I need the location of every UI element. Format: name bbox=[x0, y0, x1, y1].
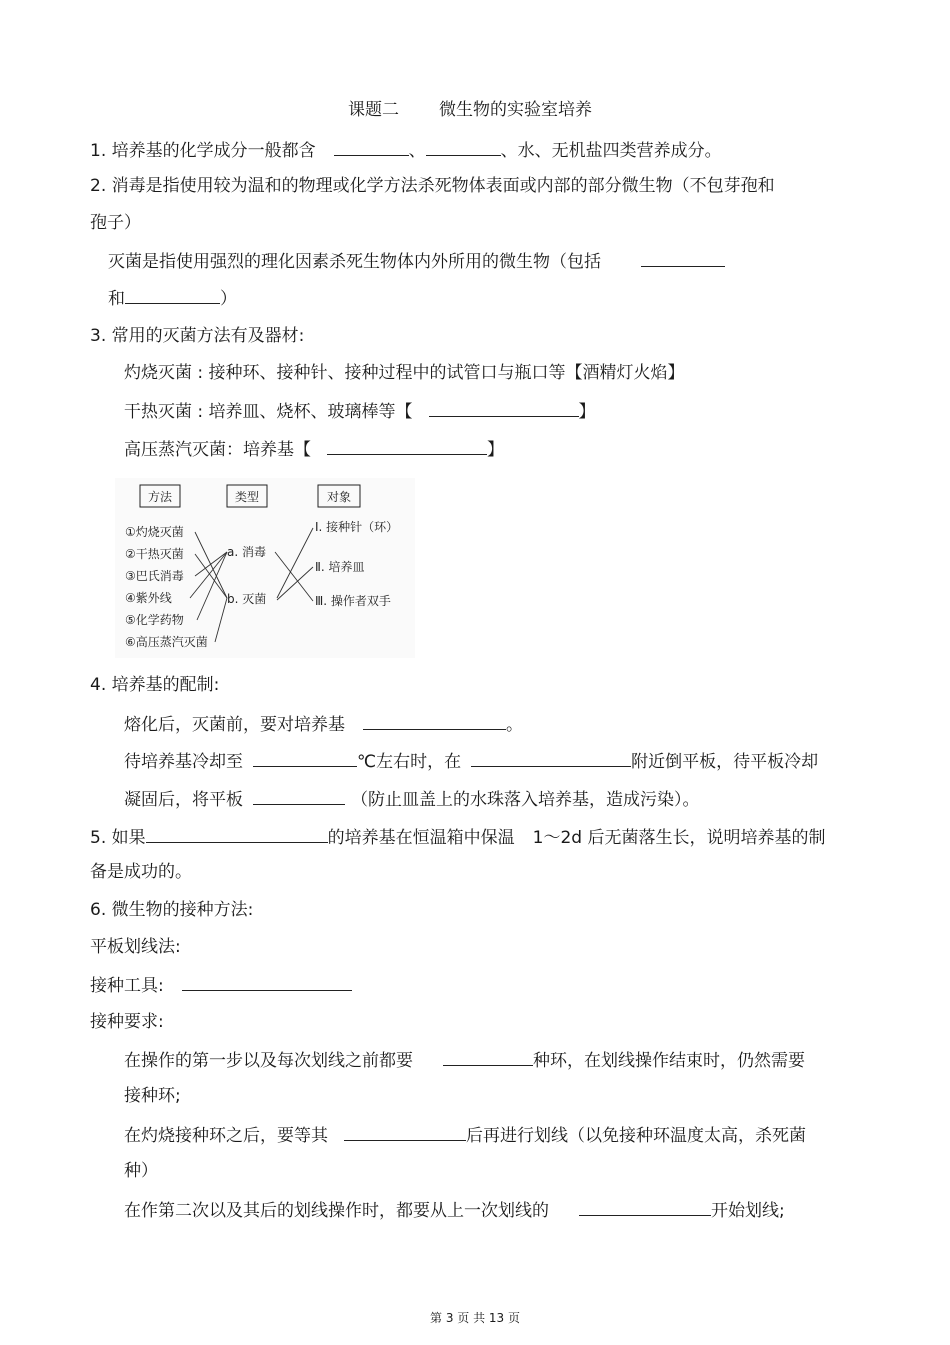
q1-text-b: 、 bbox=[408, 141, 426, 161]
q4-blank-4[interactable] bbox=[253, 787, 345, 805]
q4-line-2 bbox=[124, 749, 818, 773]
q6-req-2-cont: 种） bbox=[124, 1161, 158, 1181]
object-1: Ⅰ. 接种针（环） bbox=[315, 520, 399, 534]
q4-line-3 bbox=[124, 787, 700, 811]
q2-line-1: 2. 消毒是指使用较为温和的物理或化学方法杀死物体表面或内部的部分微生物（不包芽孢和 bbox=[90, 176, 775, 196]
q3-steam bbox=[124, 437, 504, 461]
q6-r3-text-a: 在作第二次以及其后的划线操作时，都要从上一次划线的 bbox=[124, 1201, 549, 1221]
q6-blank-r2[interactable] bbox=[344, 1123, 466, 1141]
q6-r3-text-b: 开始划线; bbox=[711, 1201, 785, 1221]
q2-blank-2[interactable] bbox=[125, 286, 220, 304]
q6-req-1-cont: 接种环; bbox=[124, 1086, 181, 1106]
q2-line-4 bbox=[108, 286, 237, 310]
q4-l1-text: 熔化后，灭菌前，要对培养基 bbox=[124, 715, 345, 735]
method-4: ④紫外线 bbox=[125, 591, 172, 605]
q4-heading: 4. 培养基的配制: bbox=[90, 675, 220, 695]
q2-blank-1[interactable] bbox=[641, 249, 725, 267]
object-3: Ⅲ. 操作者双手 bbox=[315, 594, 391, 608]
q5-text-a: 5. 如果 bbox=[90, 828, 146, 848]
q4-line-1 bbox=[124, 712, 523, 736]
q6-r2-text-b: 后再进行划线（以免接种环温度太高，杀死菌 bbox=[466, 1126, 806, 1146]
q2-line-3 bbox=[108, 249, 725, 273]
q6-method: 平板划线法: bbox=[90, 937, 181, 957]
title-part2: 微生物的实验室培养 bbox=[439, 100, 592, 120]
q3-heading: 3. 常用的灭菌方法有及器材: bbox=[90, 326, 305, 346]
q4-blank-2[interactable] bbox=[253, 749, 357, 767]
q4-l3-text-b: （防止皿盖上的水珠落入培养基，造成污染）。 bbox=[351, 790, 700, 810]
method-type-object-diagram bbox=[115, 478, 415, 658]
q6-tool-label: 接种工具: bbox=[90, 976, 164, 996]
q6-heading: 6. 微生物的接种方法: bbox=[90, 900, 254, 920]
method-2: ②干热灭菌 bbox=[125, 547, 184, 561]
type-a: a. 消毒 bbox=[227, 545, 266, 559]
page-footer: 第 3 页 共 13 页 bbox=[430, 1311, 520, 1325]
q5-line-1 bbox=[90, 825, 825, 849]
q4-l3-text-a: 凝固后，将平板 bbox=[124, 790, 243, 810]
q6-requirement: 接种要求: bbox=[90, 1012, 164, 1032]
type-b: b. 灭菌 bbox=[227, 592, 267, 606]
q1-blank-2[interactable] bbox=[426, 138, 501, 156]
q2-line3-text: 灭菌是指使用强烈的理化因素杀死生物体内外所用的微生物（包括 bbox=[108, 252, 601, 272]
object-2: Ⅱ. 培养皿 bbox=[315, 560, 365, 574]
q3-dry bbox=[124, 399, 596, 423]
q5-line-2: 备是成功的。 bbox=[90, 862, 192, 882]
q4-l2-text-c: 附近倒平板，待平板冷却 bbox=[631, 752, 819, 772]
q4-l1-end: 。 bbox=[506, 715, 523, 735]
q1-text-a: 1. 培养基的化学成分一般都含 bbox=[90, 141, 316, 161]
q4-blank-3[interactable] bbox=[471, 749, 631, 767]
q3-dry-text: 干热灭菌 : 培养皿、烧杯、玻璃棒等【 bbox=[124, 402, 413, 422]
q6-blank-r3[interactable] bbox=[579, 1198, 711, 1216]
question-1 bbox=[90, 138, 722, 162]
q4-blank-1[interactable] bbox=[363, 712, 506, 730]
q6-req-1 bbox=[124, 1048, 805, 1072]
q3-burn: 灼烧灭菌 : 接种环、接种针、接种过程中的试管口与瓶口等【酒精灯火焰】 bbox=[124, 363, 685, 383]
q3-steam-text: 高压蒸汽灭菌：培养基【 bbox=[124, 440, 311, 460]
q6-blank-tool[interactable] bbox=[182, 973, 352, 991]
q1-text-c: 、水、无机盐四类营养成分。 bbox=[500, 141, 722, 161]
q3-blank-steam[interactable] bbox=[327, 437, 487, 455]
header-object: 对象 bbox=[326, 490, 352, 504]
q4-l2-text-a: 待培养基冷却至 bbox=[124, 752, 243, 772]
q6-r2-text-a: 在灼烧接种环之后，要等其 bbox=[124, 1126, 328, 1146]
q3-steam-close: 】 bbox=[487, 440, 504, 460]
q5-text-b: 的培养基在恒温箱中保温 bbox=[327, 828, 515, 848]
header-method: 方法 bbox=[147, 490, 173, 504]
q2-line-2: 孢子） bbox=[90, 213, 141, 233]
q6-r1-text-b: 种环，在划线操作结束时，仍然需要 bbox=[533, 1051, 805, 1071]
method-1: ①灼烧灭菌 bbox=[125, 525, 184, 539]
q5-text-c: 1～2d 后无菌落生长，说明培养基的制 bbox=[532, 828, 826, 848]
q6-r1-text-a: 在操作的第一步以及每次划线之前都要 bbox=[124, 1051, 413, 1071]
q1-blank-1[interactable] bbox=[334, 138, 409, 156]
header-type: 类型 bbox=[234, 490, 260, 504]
page-title bbox=[348, 99, 592, 121]
q2-line4-close: ） bbox=[220, 289, 237, 309]
q4-l2-text-b: ℃左右时，在 bbox=[357, 752, 462, 772]
q6-req-3 bbox=[124, 1198, 785, 1222]
q6-req-2 bbox=[124, 1123, 806, 1147]
q3-dry-close: 】 bbox=[578, 402, 596, 422]
title-part1: 课题二 bbox=[348, 100, 399, 120]
q6-blank-r1[interactable] bbox=[443, 1048, 533, 1066]
method-3: ③巴氏消毒 bbox=[125, 569, 184, 583]
q2-line4-and: 和 bbox=[108, 289, 125, 309]
q3-blank-dry[interactable] bbox=[429, 399, 579, 417]
method-5: ⑤化学药物 bbox=[125, 613, 184, 627]
q6-tool bbox=[90, 973, 352, 997]
method-6: ⑥高压蒸汽灭菌 bbox=[125, 635, 208, 649]
q5-blank[interactable] bbox=[146, 825, 328, 843]
